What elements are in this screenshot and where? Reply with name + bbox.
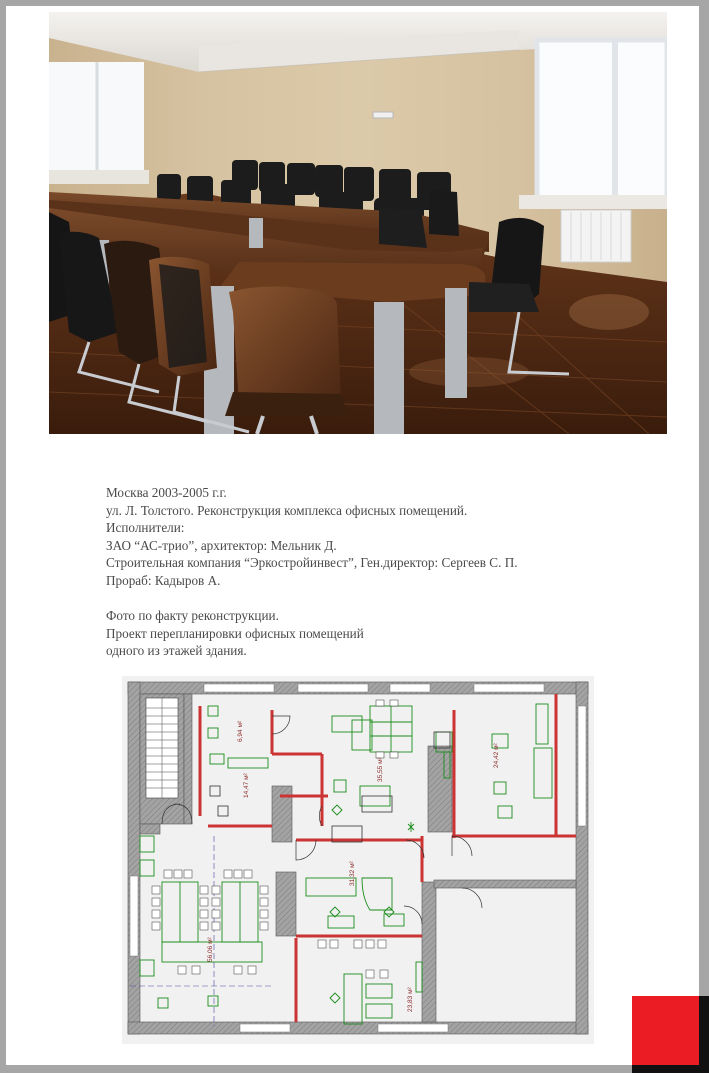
meeting-room-photo — [49, 12, 667, 434]
paragraph-gap — [106, 590, 666, 608]
description-line: одного из этажей здания. — [106, 643, 247, 659]
description-line: Исполнители: — [106, 520, 185, 536]
room-area-wc: 6,94 м² — [237, 720, 244, 742]
project-description — [106, 484, 666, 660]
description-line: Фото по факту реконструкции. — [106, 608, 279, 624]
corner-accent-shadow-bottom — [632, 1065, 709, 1073]
room-area-office-right: 24,42 м² — [493, 743, 500, 768]
description-line: Проект перепланировки офисных помещений — [106, 625, 364, 641]
description-line: ул. Л. Толстого. Реконструкция комплекса офисных помещений. — [106, 502, 468, 518]
corner-accent-red — [632, 996, 699, 1065]
room-area-kitchen: 14,47 м² — [243, 773, 250, 798]
page-sheet — [6, 6, 699, 1065]
description-line: Строительная компания “Эркостройинвест”, Ген.директор: Сергеев С. П. — [106, 555, 518, 571]
description-line: Прораб: Кадыров А. — [106, 572, 221, 588]
room-area-office-bottom: 23,83 м² — [407, 987, 414, 1012]
description-line: ЗАО “АС-трио”, архитектор: Мельник Д. — [106, 537, 337, 553]
room-area-office-top: 35,55 м² — [377, 757, 384, 782]
description-line: Москва 2003-2005 г.г. — [106, 485, 227, 500]
room-area-conference: 56,06 м² — [207, 937, 214, 962]
floor-plan — [122, 676, 594, 1044]
corner-accent-shadow — [699, 996, 709, 1073]
room-area-office-middle: 31,32 м² — [349, 861, 356, 886]
